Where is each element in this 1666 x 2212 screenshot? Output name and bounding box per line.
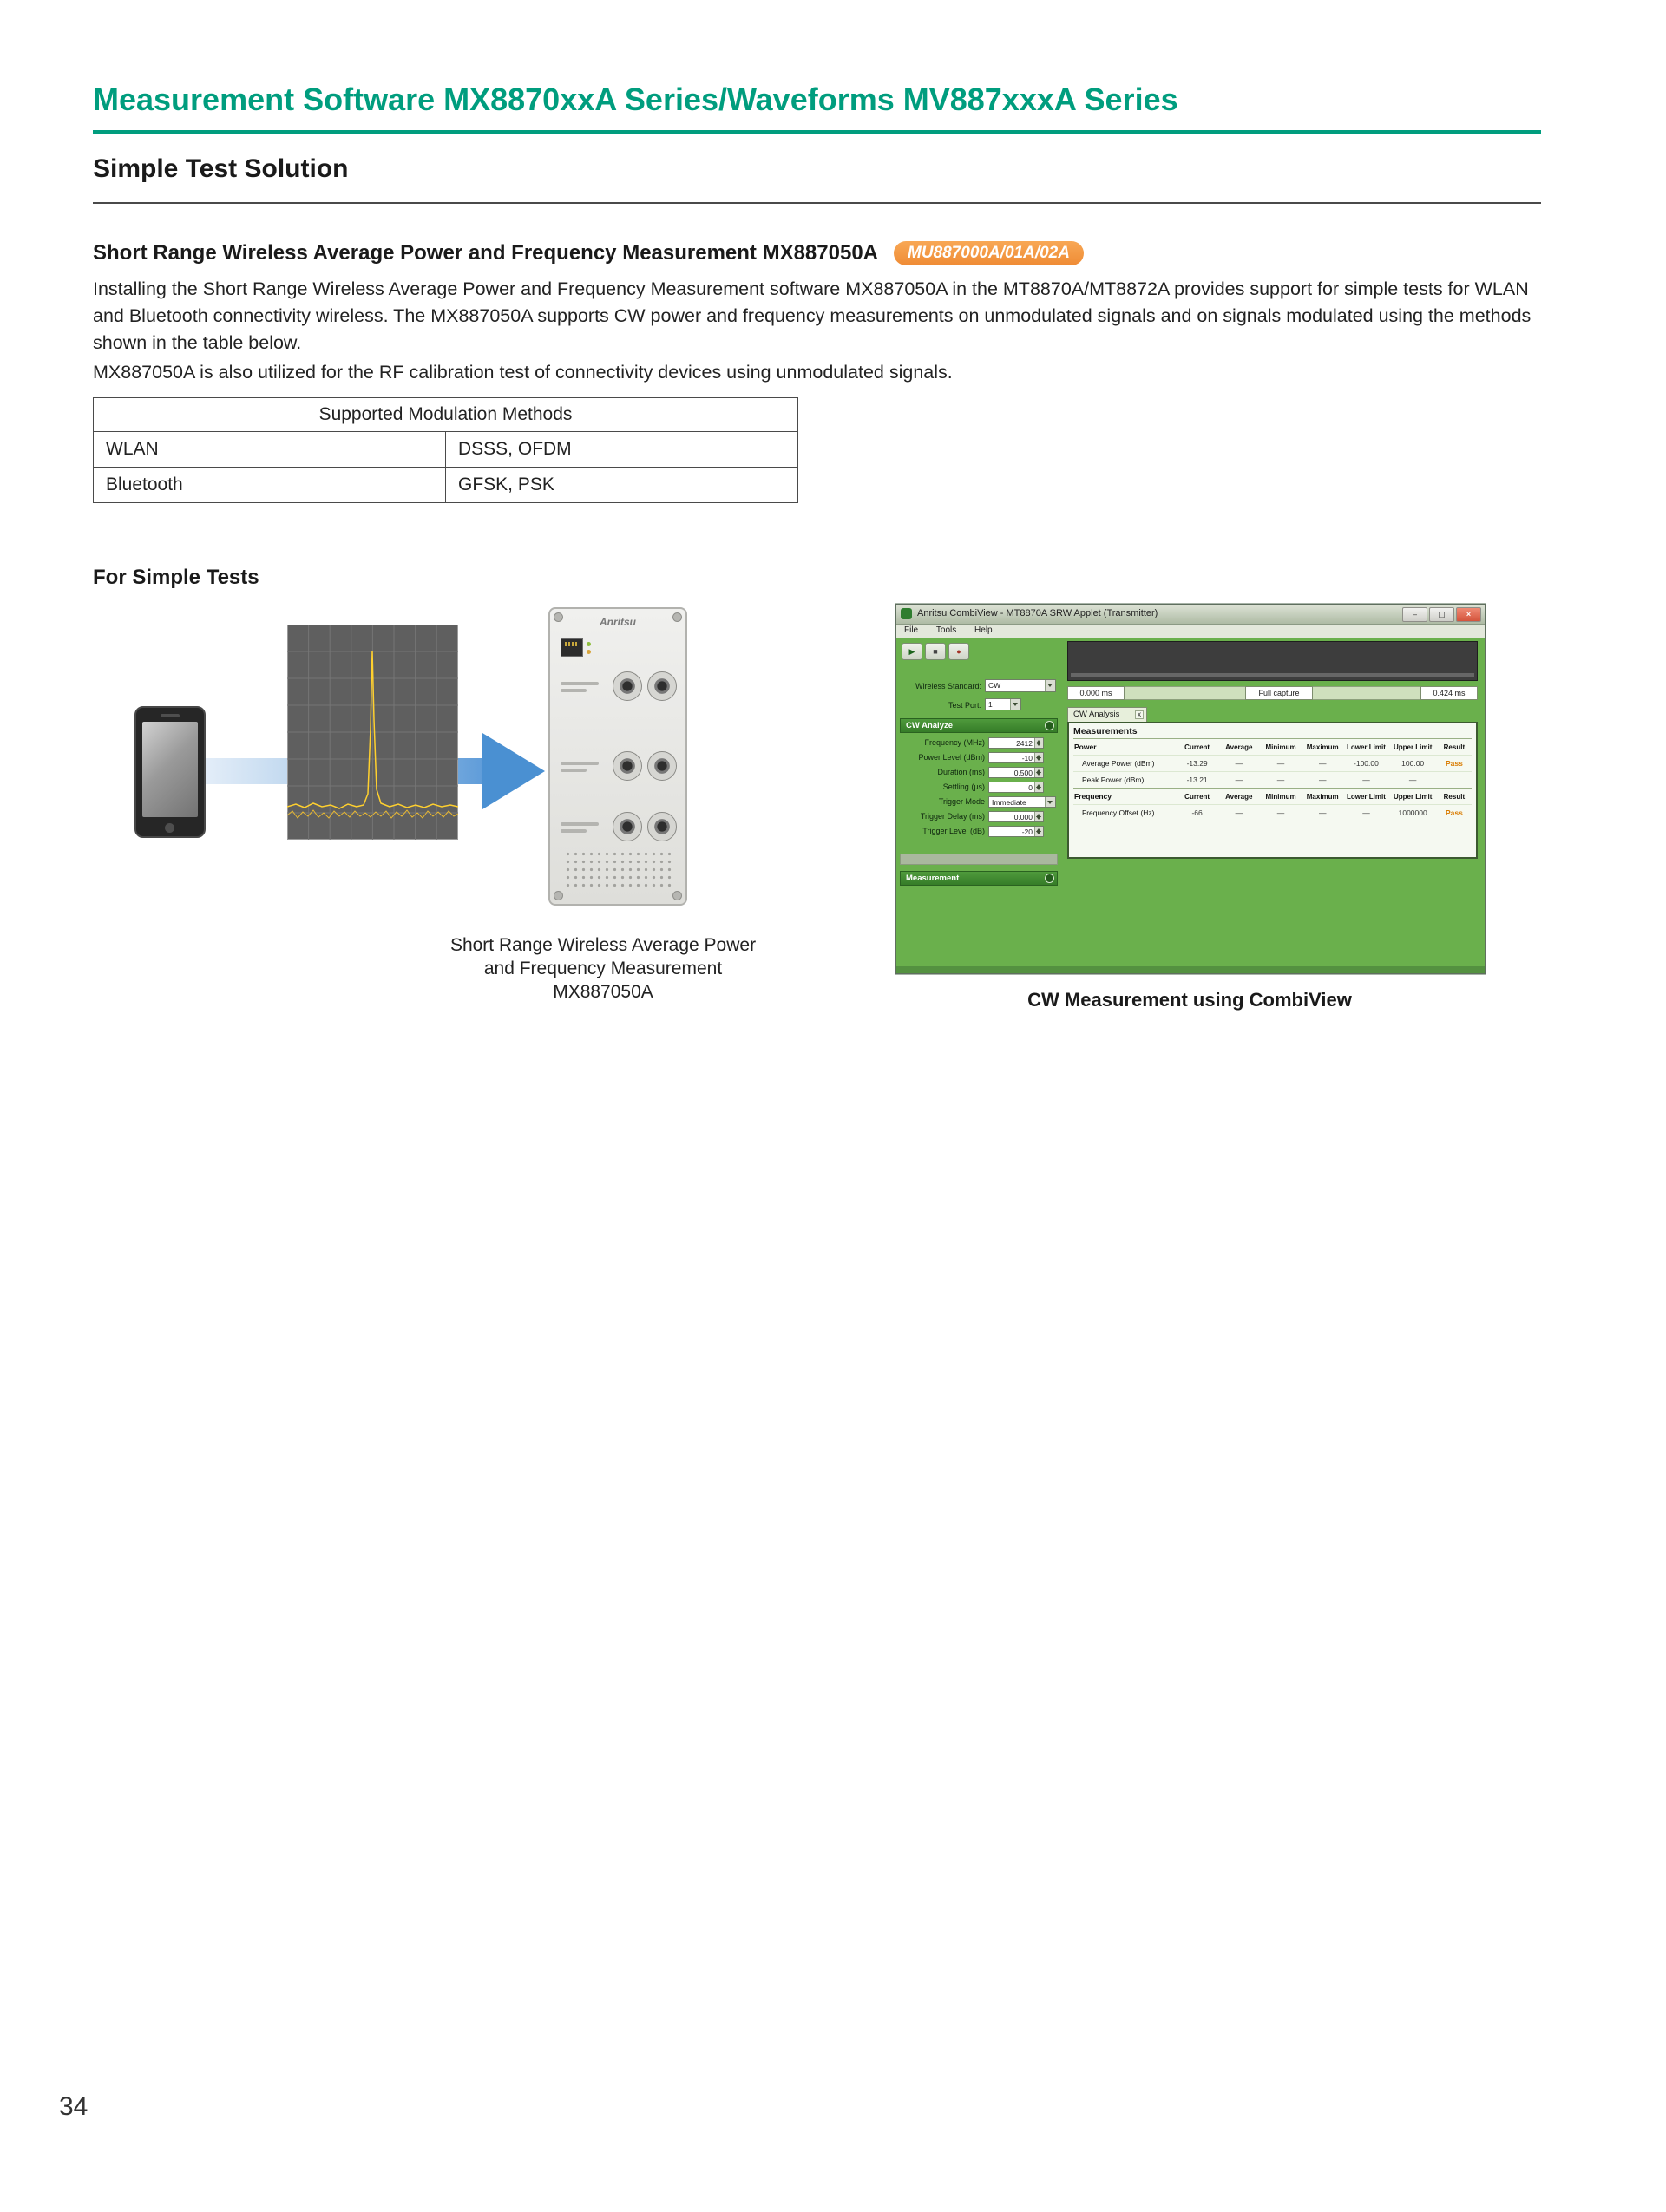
value-cell: DSSS, OFDM bbox=[446, 432, 798, 468]
port-label bbox=[561, 682, 599, 685]
menu-help[interactable]: Help bbox=[974, 625, 993, 635]
paragraph: MX887050A is also utilized for the RF calibration test of connectivity devices using unmodulated signals. bbox=[93, 362, 953, 383]
record-button[interactable] bbox=[948, 643, 969, 660]
value-cell: — bbox=[1343, 805, 1388, 821]
spectrum-plot bbox=[287, 625, 458, 840]
maximize-button[interactable]: ▢ bbox=[1429, 607, 1454, 622]
page-number: 34 bbox=[59, 2092, 89, 2121]
chevron-down-icon[interactable] bbox=[1010, 699, 1020, 710]
window-buttons bbox=[1402, 607, 1481, 622]
field-label: Settling (µs) bbox=[942, 782, 985, 791]
rf-connector bbox=[647, 671, 677, 701]
column-header: Minimum bbox=[1260, 739, 1302, 756]
trigger-delay-input[interactable] bbox=[988, 811, 1044, 822]
value-cell: — bbox=[1302, 756, 1343, 772]
spinner[interactable] bbox=[1034, 738, 1043, 748]
measurement-row bbox=[1073, 772, 1472, 789]
window-titlebar[interactable] bbox=[896, 605, 1485, 625]
rf-connector bbox=[613, 671, 642, 701]
column-header: Upper Limit bbox=[1389, 739, 1437, 756]
value-cell: — bbox=[1302, 805, 1343, 821]
selected-value: 1 bbox=[988, 700, 993, 709]
column-header: Lower Limit bbox=[1343, 789, 1388, 805]
combiview-caption: CW Measurement using CombiView bbox=[1027, 989, 1352, 1011]
play-icon: ▶ bbox=[908, 647, 915, 656]
combiview-window bbox=[895, 604, 1486, 974]
spinner[interactable] bbox=[1034, 768, 1043, 777]
minimize-button[interactable]: – bbox=[1402, 607, 1427, 622]
phone-speaker bbox=[161, 714, 180, 717]
window-title: Anritsu CombiView - MT8870A SRW Applet (Transmitter) bbox=[917, 608, 1158, 618]
port-label bbox=[561, 822, 599, 826]
spinner[interactable] bbox=[1034, 782, 1043, 792]
phone-home-button bbox=[165, 823, 174, 833]
timeline-end: 0.424 ms bbox=[1420, 686, 1478, 700]
caption-line: and Frequency Measurement bbox=[483, 959, 723, 978]
run-button[interactable] bbox=[902, 643, 922, 660]
column-header: Maximum bbox=[1302, 789, 1343, 805]
measurement-label: Frequency Offset (Hz) bbox=[1073, 805, 1177, 821]
instrument-brand-logo: Anritsu bbox=[600, 616, 636, 628]
measurement-row bbox=[1073, 756, 1472, 772]
measurements-title: Measurements bbox=[1073, 726, 1138, 736]
status-led bbox=[587, 642, 591, 646]
settling-input[interactable] bbox=[988, 782, 1044, 793]
field-label: Trigger Level (dB) bbox=[922, 827, 985, 835]
column-header: Average bbox=[1218, 739, 1260, 756]
value-cell: 100.00 bbox=[1389, 756, 1437, 772]
stop-icon: ■ bbox=[933, 647, 938, 656]
screw bbox=[672, 891, 682, 900]
trigger-mode-select[interactable] bbox=[988, 796, 1056, 808]
port-label bbox=[561, 689, 587, 692]
value-cell: — bbox=[1260, 756, 1302, 772]
method-cell: WLAN bbox=[94, 432, 446, 468]
frequency-input[interactable] bbox=[988, 737, 1044, 749]
result-cell: Pass bbox=[1437, 805, 1472, 821]
section-rule bbox=[93, 202, 1541, 204]
stop-button[interactable] bbox=[925, 643, 946, 660]
record-icon: ● bbox=[956, 647, 961, 656]
field-label: Power Level (dBm) bbox=[918, 753, 985, 762]
table-row bbox=[94, 468, 798, 503]
menu-file[interactable]: File bbox=[904, 625, 919, 635]
paragraph: Installing the Short Range Wireless Average Power and Frequency Measurement software MX887050A in the MT8870A/MT8872A provides support for simple tests for WLAN and Bluetooth connectivity wireless. The MX887050A supports CW power and frequency measurements on unmodulated signals and on signals modulated using the methods shown in the table below. bbox=[93, 278, 1532, 353]
app-icon bbox=[901, 608, 912, 619]
section-title: Simple Test Solution bbox=[93, 154, 349, 183]
value-cell: — bbox=[1260, 805, 1302, 821]
value-cell: — bbox=[1218, 756, 1260, 772]
vent-grid bbox=[564, 850, 672, 890]
column-header: Current bbox=[1177, 789, 1218, 805]
value-cell: GFSK, PSK bbox=[446, 468, 798, 503]
test-port-select[interactable] bbox=[985, 698, 1021, 710]
value-cell: -13.21 bbox=[1177, 772, 1218, 789]
rf-connector bbox=[647, 812, 677, 841]
value-cell: — bbox=[1218, 805, 1260, 821]
tab-label: CW Analysis bbox=[1073, 710, 1120, 719]
full-capture-button[interactable]: Full capture bbox=[1245, 686, 1313, 700]
value-cell: -13.29 bbox=[1177, 756, 1218, 772]
spinner[interactable] bbox=[1034, 827, 1043, 836]
cw-analyze-section-header[interactable] bbox=[900, 718, 1058, 733]
field-label: Trigger Mode bbox=[938, 797, 985, 806]
field-value: -20 bbox=[1021, 828, 1033, 836]
window-body bbox=[896, 638, 1485, 973]
column-header: Minimum bbox=[1260, 789, 1302, 805]
flow-arrow-head-icon bbox=[482, 733, 545, 809]
rf-connector bbox=[613, 751, 642, 781]
column-header: Upper Limit bbox=[1389, 789, 1437, 805]
power-level-input[interactable] bbox=[988, 752, 1044, 763]
port-label bbox=[561, 762, 599, 765]
table-header: Supported Modulation Methods bbox=[94, 398, 798, 432]
phone-screen bbox=[142, 722, 198, 817]
window-bottom-strip bbox=[896, 966, 1485, 973]
title-rule bbox=[93, 130, 1541, 134]
status-led bbox=[587, 650, 591, 654]
column-header: Result bbox=[1437, 789, 1472, 805]
phone-illustration bbox=[134, 706, 206, 838]
column-header: Result bbox=[1437, 739, 1472, 756]
chevron-down-icon[interactable] bbox=[1045, 680, 1055, 691]
wireless-standard-label: Wireless Standard: bbox=[915, 682, 981, 690]
instrument-caption bbox=[395, 933, 811, 1004]
chevron-down-icon[interactable] bbox=[1045, 797, 1055, 807]
value-cell: — bbox=[1218, 772, 1260, 789]
screw bbox=[672, 612, 682, 622]
caption-line: MX887050A bbox=[553, 982, 653, 1002]
selected-value: CW bbox=[988, 681, 1001, 690]
article-heading-row bbox=[93, 241, 1084, 265]
field-label: Duration (ms) bbox=[937, 768, 985, 776]
measurement-label: Peak Power (dBm) bbox=[1073, 772, 1177, 789]
field-label: Trigger Delay (ms) bbox=[920, 812, 985, 821]
field-value: 0 bbox=[1028, 783, 1033, 792]
tab-cw-analysis[interactable] bbox=[1067, 707, 1147, 722]
value-cell: — bbox=[1260, 772, 1302, 789]
group-name: Frequency bbox=[1073, 789, 1177, 805]
value-cell: — bbox=[1302, 772, 1343, 789]
port-label bbox=[561, 829, 587, 833]
ethernet-port bbox=[561, 638, 583, 657]
table-header-row bbox=[94, 398, 798, 432]
menu-tools[interactable]: Tools bbox=[935, 625, 957, 635]
capture-display bbox=[1067, 641, 1478, 681]
rf-connector bbox=[613, 812, 642, 841]
field-label: Frequency (MHz) bbox=[924, 738, 985, 747]
timeline-start: 0.000 ms bbox=[1067, 686, 1125, 700]
section-label: CW Analyze bbox=[906, 721, 954, 730]
instrument-front-panel bbox=[548, 607, 687, 906]
section-toggle-icon[interactable] bbox=[1045, 721, 1054, 730]
trigger-level-input[interactable] bbox=[988, 826, 1044, 837]
value-cell: — bbox=[1343, 772, 1388, 789]
screw bbox=[554, 891, 563, 900]
table-row bbox=[94, 432, 798, 468]
measurement-label: Average Power (dBm) bbox=[1073, 756, 1177, 772]
group-header-row bbox=[1073, 789, 1472, 805]
value-cell: — bbox=[1389, 772, 1437, 789]
test-port-label: Test Port: bbox=[948, 701, 981, 710]
column-header: Lower Limit bbox=[1343, 739, 1388, 756]
group-header-row bbox=[1073, 739, 1472, 756]
page-title: Measurement Software MX8870xxA Series/Waveforms MV887xxxA Series bbox=[93, 82, 1178, 117]
spinner[interactable] bbox=[1034, 812, 1043, 821]
column-header: Average bbox=[1218, 789, 1260, 805]
caption-line: Short Range Wireless Average Power bbox=[449, 935, 757, 955]
column-header: Maximum bbox=[1302, 739, 1343, 756]
selected-value: Immediate bbox=[992, 798, 1026, 807]
result-cell: Pass bbox=[1437, 756, 1472, 772]
value-cell: 1000000 bbox=[1389, 805, 1437, 821]
rf-connector bbox=[647, 751, 677, 781]
duration-input[interactable] bbox=[988, 767, 1044, 778]
close-button[interactable]: × bbox=[1456, 607, 1481, 622]
column-header: Current bbox=[1177, 739, 1218, 756]
result-cell bbox=[1437, 772, 1472, 789]
measurement-section-header[interactable] bbox=[900, 871, 1058, 886]
model-badge: MU887000A/01A/02A bbox=[894, 241, 1084, 265]
value-cell: -100.00 bbox=[1343, 756, 1388, 772]
spinner[interactable] bbox=[1034, 753, 1043, 762]
disabled-action-bar bbox=[900, 854, 1058, 865]
simple-tests-heading: For Simple Tests bbox=[93, 566, 259, 589]
port-label bbox=[561, 769, 587, 772]
measurements-panel bbox=[1067, 722, 1478, 859]
section-label: Measurement bbox=[906, 874, 960, 883]
field-value: -10 bbox=[1021, 754, 1033, 762]
measurements-table bbox=[1073, 738, 1472, 821]
field-value: 2412 bbox=[1016, 739, 1033, 748]
wireless-standard-select[interactable] bbox=[985, 679, 1056, 692]
modulation-table bbox=[93, 397, 798, 503]
measurement-row bbox=[1073, 805, 1472, 821]
menu-bar bbox=[896, 625, 1485, 638]
method-cell: Bluetooth bbox=[94, 468, 446, 503]
tab-close-icon[interactable]: x bbox=[1135, 710, 1144, 719]
value-cell: -66 bbox=[1177, 805, 1218, 821]
field-value: 0.500 bbox=[1013, 769, 1033, 777]
field-value: 0.000 bbox=[1013, 813, 1033, 821]
section-toggle-icon[interactable] bbox=[1045, 874, 1054, 883]
group-name: Power bbox=[1073, 739, 1177, 756]
article-heading: Short Range Wireless Average Power and Frequency Measurement MX887050A bbox=[93, 241, 879, 265]
screw bbox=[554, 612, 563, 622]
